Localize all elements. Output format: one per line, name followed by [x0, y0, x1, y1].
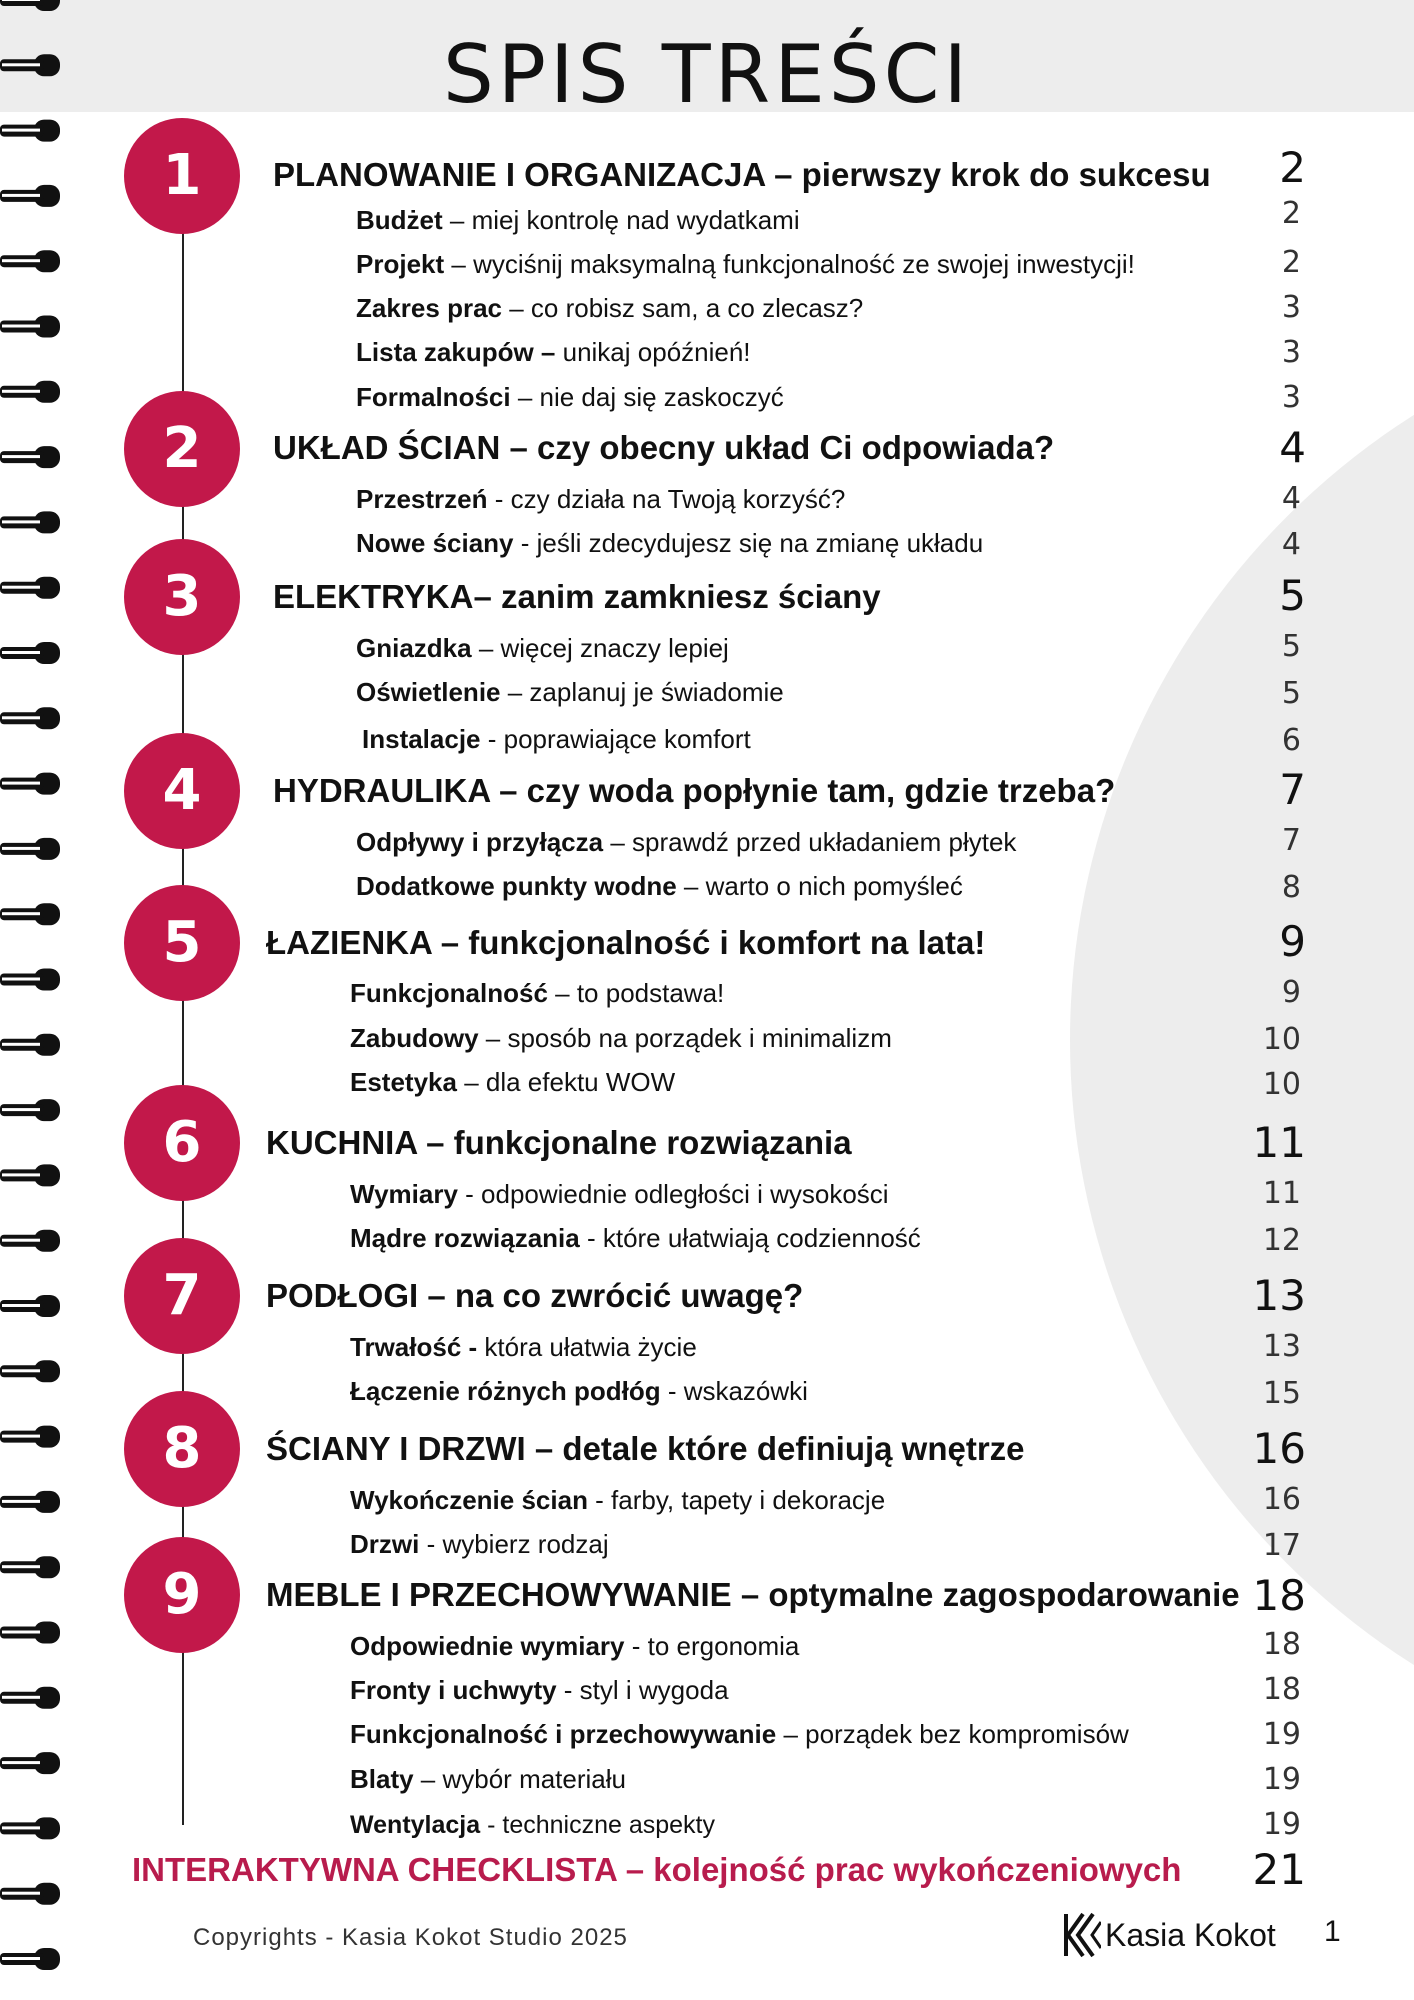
spiral-ring	[0, 316, 60, 338]
subitem-description: - techniczne aspekty	[480, 1811, 715, 1839]
subitem-keyword: Blaty	[350, 1764, 414, 1794]
toc-subitem[interactable]	[356, 527, 983, 559]
kk-logo-icon	[1063, 1912, 1101, 1958]
subitem-description: - farby, tapety i dekoracje	[587, 1485, 886, 1515]
chapter-page: 4	[1279, 423, 1306, 472]
toc-subitem[interactable]	[350, 977, 724, 1009]
subitem-description: unikaj opóźnień!	[555, 337, 751, 367]
toc-subitem[interactable]	[350, 1484, 885, 1516]
subitem-page: 16	[1262, 1482, 1301, 1517]
spiral-ring	[0, 1360, 60, 1382]
spiral-ring	[0, 1752, 60, 1774]
spiral-ring	[0, 250, 60, 272]
subitem-keyword: Trwałość -	[350, 1332, 478, 1362]
copyright-text: Copyrights - Kasia Kokot Studio 2025	[193, 1924, 628, 1951]
spiral-ring	[0, 1622, 60, 1644]
subitem-description: – miej kontrolę nad wydatkami	[442, 205, 800, 235]
subitem-description: - jeśli zdecydujesz się na zmianę układu	[513, 528, 984, 558]
subitem-keyword: Wymiary	[350, 1179, 458, 1209]
subitem-description: - odpowiednie odległości i wysokości	[457, 1179, 889, 1209]
subitem-keyword: Nowe ściany	[356, 528, 514, 558]
subitem-description: – wybór materiału	[413, 1764, 626, 1794]
subitem-page: 8	[1281, 870, 1301, 905]
toc-subitem[interactable]	[356, 336, 751, 368]
spiral-ring	[0, 1295, 60, 1317]
toc-subitem[interactable]	[350, 1066, 675, 1098]
chapter-page: 18	[1252, 1571, 1306, 1620]
subitem-keyword: Mądre rozwiązania	[350, 1223, 580, 1253]
subitem-keyword: Fronty i uchwyty	[350, 1675, 557, 1705]
chapter-title[interactable]: KUCHNIA – funkcjonalne rozwiązania	[266, 1124, 852, 1161]
subitem-page: 2	[1281, 196, 1301, 231]
spiral-ring	[0, 838, 60, 860]
spiral-ring	[0, 1556, 60, 1578]
subitem-keyword: Odpowiednie wymiary	[350, 1631, 625, 1661]
chapter-number-badge: 7	[124, 1238, 240, 1354]
chapter-page: 2	[1279, 143, 1306, 192]
toc-subitem[interactable]	[350, 1375, 808, 1407]
subitem-page: 3	[1281, 335, 1301, 370]
spiral-ring	[0, 1883, 60, 1905]
chapter-page: 5	[1279, 571, 1306, 620]
toc-subitem[interactable]	[356, 870, 963, 902]
chapter-page: 11	[1252, 1118, 1306, 1167]
toc-subitem[interactable]	[356, 632, 729, 664]
subitem-page: 10	[1262, 1022, 1301, 1057]
spiral-ring	[0, 185, 60, 207]
toc-subitem[interactable]	[350, 1763, 626, 1795]
spiral-ring	[0, 120, 60, 142]
subitem-description: która ułatwia życie	[477, 1332, 697, 1362]
subitem-keyword: Formalności	[356, 382, 511, 412]
subitem-page: 18	[1262, 1627, 1301, 1662]
subitem-description: – porządek bez kompromisów	[776, 1719, 1129, 1749]
page-number: 1	[1324, 1915, 1341, 1948]
spiral-ring	[0, 1687, 60, 1709]
subitem-description: - wybierz rodzaj	[419, 1529, 609, 1559]
subitem-page: 10	[1262, 1067, 1301, 1102]
chapter-title[interactable]: ŁAZIENKA – funkcjonalność i komfort na lata!	[266, 924, 986, 961]
subitem-page: 15	[1262, 1376, 1301, 1411]
subitem-description: – wyciśnij maksymalną funkcjonalność ze swojej inwestycji!	[444, 249, 1135, 279]
subitem-page: 2	[1281, 245, 1301, 280]
subitem-keyword: Projekt	[356, 249, 445, 279]
subitem-description: – nie daj się zaskoczyć	[510, 382, 784, 412]
subitem-page: 3	[1281, 290, 1301, 325]
chapter-number-badge: 9	[124, 1537, 240, 1653]
chapter-title[interactable]: ŚCIANY I DRZWI – detale które definiują wnętrze	[266, 1430, 1025, 1467]
spiral-ring	[0, 1230, 60, 1252]
toc-subitem[interactable]	[350, 1178, 889, 1210]
subitem-description: - to ergonomia	[624, 1631, 800, 1661]
subitem-keyword: Wentylacja	[350, 1811, 481, 1839]
chapter-title[interactable]: PODŁOGI – na co zwrócić uwagę?	[266, 1277, 804, 1314]
subitem-keyword: Instalacje	[362, 724, 481, 754]
chapter-number-badge: 5	[124, 885, 240, 1001]
subitem-page: 4	[1281, 481, 1301, 516]
subitem-page: 9	[1281, 975, 1301, 1010]
chapter-number-badge: 3	[124, 539, 240, 655]
chapter-page: 16	[1252, 1424, 1306, 1473]
spiral-ring	[0, 381, 60, 403]
chapter-page: 7	[1279, 765, 1306, 814]
subitem-description: – to podstawa!	[547, 978, 725, 1008]
subitem-page: 6	[1281, 723, 1301, 758]
chapter-title[interactable]: HYDRAULIKA – czy woda popłynie tam, gdzie trzeba?	[273, 772, 1116, 809]
chapter-title[interactable]: ELEKTRYKA– zanim zamkniesz ściany	[273, 578, 881, 615]
subitem-description: - wskazówki	[660, 1376, 808, 1406]
toc-subitem[interactable]	[356, 204, 800, 236]
spiral-ring	[0, 903, 60, 925]
subitem-description: - poprawiające komfort	[480, 724, 751, 754]
subitem-page: 3	[1281, 380, 1301, 415]
subitem-page: 18	[1262, 1672, 1301, 1707]
subitem-keyword: Dodatkowe punkty wodne	[356, 871, 677, 901]
checklist-link[interactable]: INTERAKTYWNA CHECKLISTA – kolejność prac wykończeniowych	[132, 1851, 1182, 1888]
subitem-page: 12	[1262, 1223, 1301, 1258]
spiral-ring	[0, 1817, 60, 1839]
spiral-ring	[0, 511, 60, 533]
subitem-description: – sposób na porządek i minimalizm	[478, 1023, 892, 1053]
subitem-description: - które ułatwiają codzienność	[579, 1223, 921, 1253]
subitem-description: - styl i wygoda	[556, 1675, 729, 1705]
spiral-ring	[0, 446, 60, 468]
chapter-title[interactable]: MEBLE I PRZECHOWYWANIE – optymalne zagospodarowanie	[266, 1576, 1240, 1613]
chapter-number-badge: 1	[124, 118, 240, 234]
subitem-keyword: Zakres prac	[356, 293, 502, 323]
spiral-ring	[0, 1099, 60, 1121]
spiral-ring	[0, 1491, 60, 1513]
chapter-number-badge: 6	[124, 1085, 240, 1201]
spiral-ring	[0, 1426, 60, 1448]
subitem-page: 17	[1262, 1528, 1301, 1563]
toc-subitem[interactable]	[356, 381, 784, 413]
subitem-keyword: Drzwi	[350, 1529, 420, 1559]
subitem-keyword: Budżet	[356, 205, 443, 235]
toc-subitem[interactable]	[350, 1022, 892, 1054]
toc-subitem[interactable]	[356, 826, 1016, 858]
subitem-description: - czy działa na Twoją korzyść?	[487, 484, 846, 514]
chapter-page: 9	[1279, 917, 1306, 966]
subitem-page: 11	[1262, 1176, 1301, 1211]
subitem-keyword: Przestrzeń	[356, 484, 488, 514]
toc-subitem[interactable]	[350, 1222, 921, 1254]
subitem-keyword: Oświetlenie	[356, 677, 501, 707]
subitem-keyword: Estetyka	[350, 1067, 457, 1097]
brand-logo	[1063, 1912, 1276, 1958]
background-circle	[1070, 300, 1414, 1780]
subitem-keyword: Odpływy i przyłącza	[356, 827, 604, 857]
subitem-description: – co robisz sam, a co zlecasz?	[501, 293, 864, 323]
chapter-number-badge: 8	[124, 1391, 240, 1507]
chapter-number-badge: 2	[124, 391, 240, 507]
subitem-description: – więcej znaczy lepiej	[471, 633, 729, 663]
chapter-title[interactable]: UKŁAD ŚCIAN – czy obecny układ Ci odpowiada?	[273, 429, 1055, 466]
toc-subitem[interactable]	[356, 248, 1135, 280]
toc-subitem[interactable]	[356, 292, 863, 324]
subitem-keyword: Lista zakupów –	[356, 337, 556, 367]
subitem-description: – sprawdź przed układaniem płytek	[603, 827, 1017, 857]
subitem-page: 19	[1262, 1717, 1301, 1752]
spiral-ring	[0, 1034, 60, 1056]
spiral-ring	[0, 642, 60, 664]
subitem-page: 13	[1262, 1329, 1301, 1364]
subitem-keyword: Łączenie różnych podłóg	[350, 1376, 661, 1406]
spiral-ring	[0, 773, 60, 795]
toc-subitem[interactable]	[350, 1630, 799, 1662]
subitem-page: 5	[1281, 676, 1301, 711]
subitem-page: 5	[1281, 629, 1301, 664]
chapter-page: 13	[1252, 1271, 1306, 1320]
spiral-ring	[0, 1948, 60, 1970]
toc-subitem[interactable]	[350, 1528, 609, 1560]
spiral-binding	[0, 0, 70, 2000]
spiral-ring	[0, 0, 60, 11]
toc-subitem[interactable]	[350, 1331, 697, 1363]
toc-subitem[interactable]	[356, 483, 845, 515]
subitem-description: – warto o nich pomyśleć	[676, 871, 963, 901]
brand-name: Kasia Kokot	[1105, 1916, 1276, 1953]
subitem-keyword: Funkcjonalność	[350, 978, 548, 1008]
subitem-description: – zaplanuj je świadomie	[500, 677, 784, 707]
subitem-description: – dla efektu WOW	[456, 1067, 676, 1097]
checklist-page: 21	[1252, 1845, 1306, 1894]
toc-subitem[interactable]	[356, 676, 784, 708]
subitem-page: 19	[1262, 1762, 1301, 1797]
spiral-ring	[0, 1164, 60, 1186]
spiral-ring	[0, 969, 60, 991]
spiral-ring	[0, 707, 60, 729]
subitem-keyword: Funkcjonalność i przechowywanie	[350, 1719, 777, 1749]
chapter-title[interactable]: PLANOWANIE I ORGANIZACJA – pierwszy krok do sukcesu	[273, 156, 1211, 193]
subitem-keyword: Zabudowy	[350, 1023, 479, 1053]
page-title: SPIS TREŚCI	[442, 28, 972, 121]
subitem-page: 4	[1281, 527, 1301, 562]
subitem-keyword: Gniazdka	[356, 633, 472, 663]
chapter-number-badge: 4	[124, 733, 240, 849]
subitem-keyword: Wykończenie ścian	[350, 1485, 588, 1515]
spiral-ring	[0, 577, 60, 599]
subitem-page: 7	[1281, 823, 1301, 858]
toc-subitem[interactable]	[350, 1674, 729, 1706]
subitem-page: 19	[1262, 1807, 1301, 1842]
toc-subitem[interactable]	[362, 723, 751, 755]
toc-subitem[interactable]	[350, 1718, 1129, 1750]
toc-subitem[interactable]	[350, 1809, 715, 1841]
